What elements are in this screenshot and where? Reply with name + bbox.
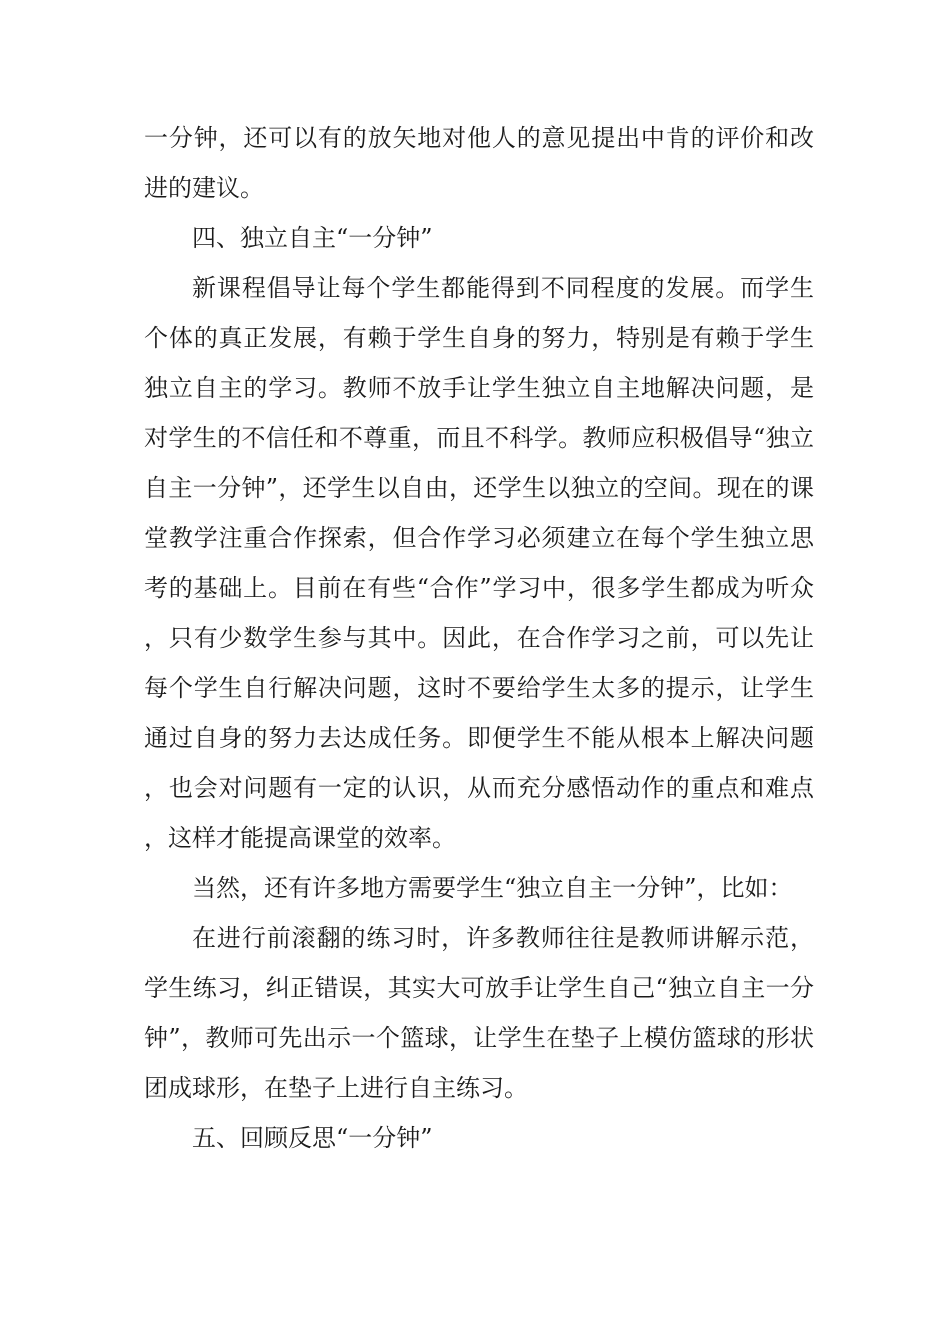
section-heading-four: 四、独立自主“一分钟”: [192, 224, 433, 252]
paragraph-other-examples: 当然，还有许多地方需要学生“独立自主一分钟”，比如：: [192, 874, 793, 902]
section-heading-five: 五、回顾反思“一分钟”: [192, 1124, 433, 1152]
paragraph-independent-learning: 新课程倡导让每个学生都能得到不同程度的发展。而学生个体的真正发展，有赖于学生自身的努力，特别是有赖于学生独立自主的学习。教师不放手让学生独立自主地解决问题，是对学生的不信任和不尊重，而且不科学。教师应积极倡导“独立自主一分钟”，还学生以自由，还学生以独立的空间。现在的课堂教学注重合作探索，但合作学习必须建立在每个学生独立思考的基础上。目前在有些“合作”学习中，很多学生都成为听众，只有少数学生参与其中。因此，在合作学习之前，可以先让每个学生自行解决问题，这时不要给学生太多的提示，让学生通过自身的努力去达成任务。即便学生不能从根本上解决问题，也会对问题有一定的认识，从而充分感悟动作的重点和难点，这样才能提高课堂的效率。: [144, 274, 814, 852]
paragraph-forward-roll-example: 在进行前滚翻的练习时，许多教师往往是教师讲解示范，学生练习，纠正错误，其实大可放手让学生自己“独立自主一分钟”，教师可先出示一个篮球，让学生在垫子上模仿篮球的形状团成球形，在垫子上进行自主练习。: [144, 924, 814, 1102]
paragraph-continuation: 一分钟，还可以有的放矢地对他人的意见提出中肯的评价和改进的建议。: [144, 124, 814, 202]
document-body: [144, 113, 814, 1163]
